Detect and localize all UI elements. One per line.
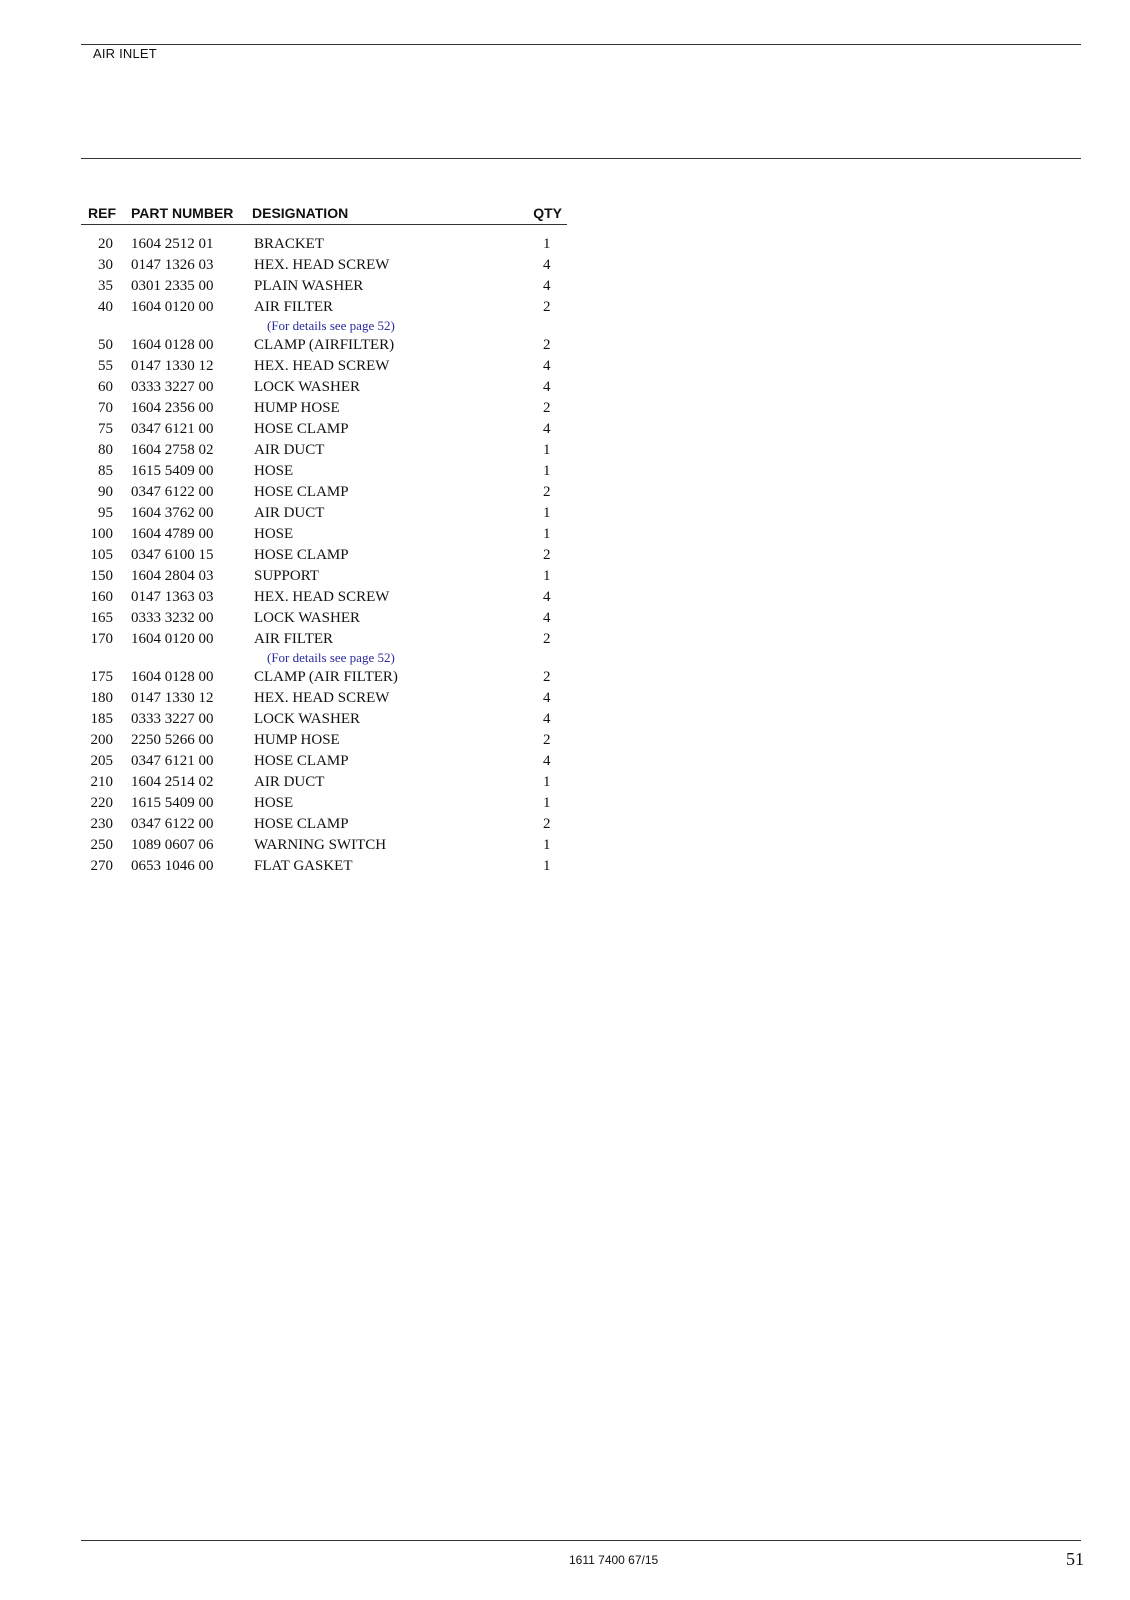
table-row bbox=[81, 588, 567, 609]
designation-cell: HEX. HEAD SCREW bbox=[254, 589, 390, 605]
table-row bbox=[81, 277, 567, 298]
qty-cell: 1 bbox=[543, 858, 551, 874]
part-number-cell: 1604 2758 02 bbox=[131, 442, 214, 458]
table-row bbox=[81, 420, 567, 441]
part-number-cell: 1604 0120 00 bbox=[131, 631, 214, 647]
part-number-cell: 0347 6100 15 bbox=[131, 547, 214, 563]
ref-cell: 50 bbox=[98, 337, 113, 353]
table-row bbox=[81, 689, 567, 710]
table-row bbox=[81, 546, 567, 567]
ref-cell: 270 bbox=[90, 858, 113, 874]
ref-cell: 60 bbox=[98, 379, 113, 395]
part-number-cell: 0347 6122 00 bbox=[131, 816, 214, 832]
part-number-cell: 1604 0128 00 bbox=[131, 337, 214, 353]
part-number-cell: 0347 6121 00 bbox=[131, 421, 214, 437]
qty-cell: 4 bbox=[543, 421, 551, 437]
ref-cell: 90 bbox=[98, 484, 113, 500]
designation-cell: LOCK WASHER bbox=[254, 379, 360, 395]
part-number-cell: 1615 5409 00 bbox=[131, 795, 214, 811]
table-row bbox=[81, 794, 567, 815]
cross-reference-note: (For details see page 52) bbox=[267, 318, 395, 333]
ref-cell: 205 bbox=[90, 753, 113, 769]
page-number: 51 bbox=[1066, 1549, 1084, 1569]
qty-cell: 4 bbox=[543, 711, 551, 727]
section-title: AIR INLET bbox=[93, 46, 157, 61]
ref-cell: 70 bbox=[98, 400, 113, 416]
part-number-cell: 0347 6121 00 bbox=[131, 753, 214, 769]
part-number-cell: 1604 2356 00 bbox=[131, 400, 214, 416]
designation-cell: BRACKET bbox=[254, 236, 325, 252]
table-row bbox=[81, 256, 567, 277]
table-row bbox=[81, 336, 567, 357]
designation-cell: HUMP HOSE bbox=[254, 400, 340, 416]
qty-cell: 2 bbox=[543, 547, 551, 563]
designation-cell: HOSE CLAMP bbox=[254, 421, 349, 437]
table-row bbox=[81, 836, 567, 857]
qty-cell: 4 bbox=[543, 257, 551, 273]
table-row bbox=[81, 815, 567, 836]
table-row bbox=[81, 378, 567, 399]
part-number-cell: 0147 1326 03 bbox=[131, 257, 214, 273]
designation-cell: SUPPORT bbox=[254, 568, 319, 584]
header-bottom-rule bbox=[81, 158, 1081, 159]
designation-cell: AIR DUCT bbox=[254, 442, 325, 458]
part-number-cell: 1604 0128 00 bbox=[131, 669, 214, 685]
designation-cell: AIR FILTER bbox=[254, 631, 334, 647]
qty-cell: 4 bbox=[543, 589, 551, 605]
table-body bbox=[81, 225, 567, 878]
ref-cell: 175 bbox=[90, 669, 113, 685]
part-number-cell: 0301 2335 00 bbox=[131, 278, 214, 294]
ref-cell: 170 bbox=[90, 631, 113, 647]
part-number-cell: 1604 3762 00 bbox=[131, 505, 214, 521]
designation-cell: HEX. HEAD SCREW bbox=[254, 257, 390, 273]
ref-cell: 180 bbox=[90, 690, 113, 706]
designation-cell: AIR DUCT bbox=[254, 505, 325, 521]
table-note-row bbox=[81, 651, 567, 668]
qty-cell: 2 bbox=[543, 631, 551, 647]
qty-cell: 4 bbox=[543, 753, 551, 769]
table-row bbox=[81, 857, 567, 878]
qty-cell: 2 bbox=[543, 484, 551, 500]
ref-cell: 230 bbox=[90, 816, 113, 832]
qty-cell: 4 bbox=[543, 610, 551, 626]
part-number-cell: 1604 2804 03 bbox=[131, 568, 214, 584]
designation-cell: HOSE CLAMP bbox=[254, 484, 349, 500]
designation-cell: CLAMP (AIR FILTER) bbox=[254, 669, 398, 685]
part-number-cell: 0147 1363 03 bbox=[131, 589, 214, 605]
parts-table bbox=[81, 200, 567, 878]
qty-cell: 2 bbox=[543, 669, 551, 685]
part-number-cell: 0653 1046 00 bbox=[131, 858, 214, 874]
designation-cell: HEX. HEAD SCREW bbox=[254, 358, 390, 374]
ref-cell: 30 bbox=[98, 257, 113, 273]
qty-cell: 4 bbox=[543, 358, 551, 374]
qty-cell: 1 bbox=[543, 236, 551, 252]
table-row bbox=[81, 483, 567, 504]
table-row bbox=[81, 504, 567, 525]
designation-cell: AIR DUCT bbox=[254, 774, 325, 790]
column-header-designation: DESIGNATION bbox=[252, 205, 349, 221]
ref-cell: 100 bbox=[90, 526, 113, 542]
table-row bbox=[81, 668, 567, 689]
designation-cell: HUMP HOSE bbox=[254, 732, 340, 748]
part-number-cell: 0333 3227 00 bbox=[131, 379, 214, 395]
qty-cell: 1 bbox=[543, 463, 551, 479]
ref-cell: 185 bbox=[90, 711, 113, 727]
column-header-qty: QTY bbox=[533, 205, 562, 221]
part-number-cell: 0347 6122 00 bbox=[131, 484, 214, 500]
ref-cell: 250 bbox=[90, 837, 113, 853]
ref-cell: 55 bbox=[98, 358, 113, 374]
designation-cell: AIR FILTER bbox=[254, 299, 334, 315]
designation-cell: HEX. HEAD SCREW bbox=[254, 690, 390, 706]
qty-cell: 1 bbox=[543, 505, 551, 521]
designation-cell: FLAT GASKET bbox=[254, 858, 353, 874]
table-row bbox=[81, 462, 567, 483]
designation-cell: LOCK WASHER bbox=[254, 711, 360, 727]
qty-cell: 2 bbox=[543, 299, 551, 315]
qty-cell: 2 bbox=[543, 337, 551, 353]
qty-cell: 1 bbox=[543, 774, 551, 790]
table-row bbox=[81, 710, 567, 731]
table-header bbox=[81, 200, 567, 225]
designation-cell: HOSE CLAMP bbox=[254, 816, 349, 832]
table-row bbox=[81, 298, 567, 319]
table-row bbox=[81, 235, 567, 256]
qty-cell: 1 bbox=[543, 568, 551, 584]
designation-cell: HOSE CLAMP bbox=[254, 547, 349, 563]
table-row bbox=[81, 357, 567, 378]
table-row bbox=[81, 399, 567, 420]
table-row bbox=[81, 609, 567, 630]
designation-cell: HOSE bbox=[254, 795, 294, 811]
qty-cell: 4 bbox=[543, 690, 551, 706]
part-number-cell: 1604 2514 02 bbox=[131, 774, 214, 790]
table-row bbox=[81, 773, 567, 794]
part-number-cell: 0147 1330 12 bbox=[131, 690, 214, 706]
qty-cell: 4 bbox=[543, 379, 551, 395]
designation-cell: PLAIN WASHER bbox=[254, 278, 364, 294]
ref-cell: 40 bbox=[98, 299, 113, 315]
part-number-cell: 1604 4789 00 bbox=[131, 526, 214, 542]
part-number-cell: 0333 3227 00 bbox=[131, 711, 214, 727]
table-row bbox=[81, 752, 567, 773]
ref-cell: 105 bbox=[90, 547, 113, 563]
qty-cell: 1 bbox=[543, 837, 551, 853]
footer-rule bbox=[81, 1540, 1081, 1541]
qty-cell: 1 bbox=[543, 526, 551, 542]
table-row bbox=[81, 441, 567, 462]
part-number-cell: 1604 2512 01 bbox=[131, 236, 214, 252]
ref-cell: 35 bbox=[98, 278, 113, 294]
qty-cell: 1 bbox=[543, 442, 551, 458]
ref-cell: 95 bbox=[98, 505, 113, 521]
part-number-cell: 0333 3232 00 bbox=[131, 610, 214, 626]
ref-cell: 20 bbox=[98, 236, 113, 252]
qty-cell: 4 bbox=[543, 278, 551, 294]
ref-cell: 160 bbox=[90, 589, 113, 605]
ref-cell: 85 bbox=[98, 463, 113, 479]
designation-cell: HOSE bbox=[254, 526, 294, 542]
ref-cell: 220 bbox=[90, 795, 113, 811]
column-header-ref: REF bbox=[88, 205, 116, 221]
ref-cell: 165 bbox=[90, 610, 113, 626]
qty-cell: 2 bbox=[543, 732, 551, 748]
qty-cell: 2 bbox=[543, 400, 551, 416]
table-note-row bbox=[81, 319, 567, 336]
qty-cell: 1 bbox=[543, 795, 551, 811]
ref-cell: 75 bbox=[98, 421, 113, 437]
document-number: 1611 7400 67/15 bbox=[569, 1553, 659, 1567]
designation-cell: HOSE bbox=[254, 463, 294, 479]
ref-cell: 150 bbox=[90, 568, 113, 584]
designation-cell: LOCK WASHER bbox=[254, 610, 360, 626]
table-row bbox=[81, 567, 567, 588]
table-row bbox=[81, 630, 567, 651]
designation-cell: HOSE CLAMP bbox=[254, 753, 349, 769]
ref-cell: 80 bbox=[98, 442, 113, 458]
ref-cell: 210 bbox=[90, 774, 113, 790]
ref-cell: 200 bbox=[90, 732, 113, 748]
table-row bbox=[81, 731, 567, 752]
qty-cell: 2 bbox=[543, 816, 551, 832]
designation-cell: WARNING SWITCH bbox=[254, 837, 387, 853]
part-number-cell: 0147 1330 12 bbox=[131, 358, 214, 374]
column-header-part-number: PART NUMBER bbox=[131, 205, 234, 221]
designation-cell: CLAMP (AIRFILTER) bbox=[254, 337, 395, 353]
part-number-cell: 1089 0607 06 bbox=[131, 837, 214, 853]
part-number-cell: 1604 0120 00 bbox=[131, 299, 214, 315]
header-top-rule bbox=[81, 44, 1081, 45]
cross-reference-note: (For details see page 52) bbox=[267, 650, 395, 665]
part-number-cell: 1615 5409 00 bbox=[131, 463, 214, 479]
part-number-cell: 2250 5266 00 bbox=[131, 732, 214, 748]
table-row bbox=[81, 525, 567, 546]
